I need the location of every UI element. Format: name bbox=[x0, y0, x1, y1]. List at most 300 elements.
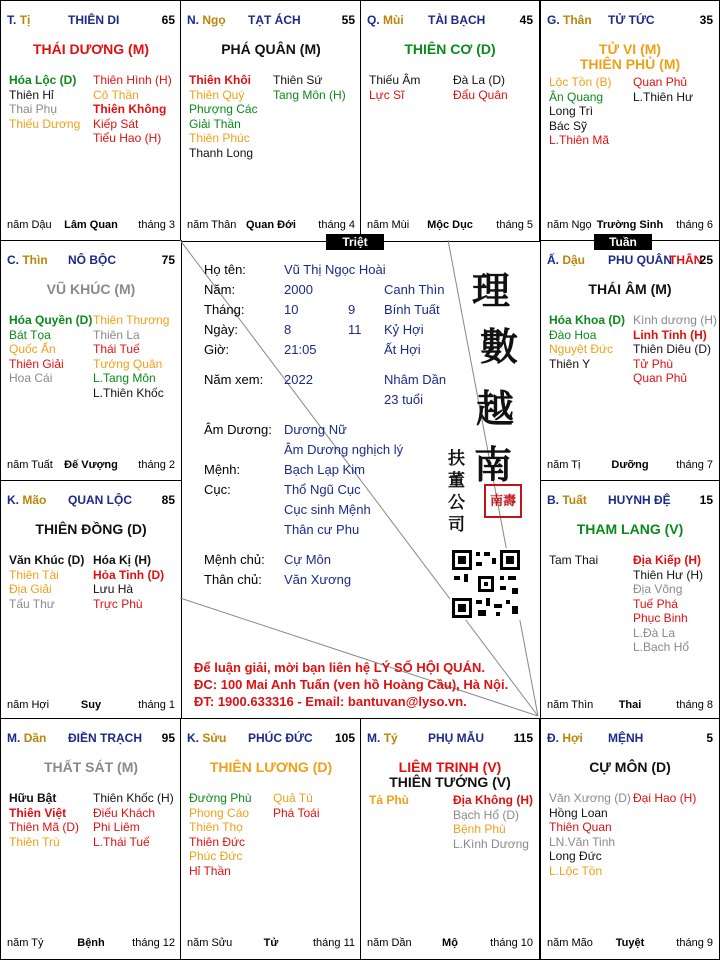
minor-star: Địa Kiếp (H) bbox=[633, 553, 702, 567]
minor-star: Thiên Giải bbox=[9, 356, 64, 371]
palace-branch: Dần bbox=[23, 731, 47, 745]
palace-year: năm Dậu bbox=[7, 219, 52, 231]
minor-star: Thai Phụ bbox=[9, 102, 58, 116]
palace-can-branch bbox=[187, 731, 226, 745]
palace-age-number: 15 bbox=[699, 493, 713, 507]
minor-stars-column bbox=[9, 791, 79, 849]
palace-can: G. bbox=[547, 13, 560, 27]
palace-footer bbox=[7, 459, 175, 473]
palace-ngo[interactable] bbox=[180, 0, 362, 242]
minor-star: L.Kình Dương bbox=[453, 836, 529, 851]
minor-star: L.Lộc Tồn bbox=[549, 863, 603, 878]
value-hour: 21:05 bbox=[284, 342, 317, 357]
label-menh-chu: Mệnh chủ: bbox=[204, 552, 265, 567]
palace-can-branch bbox=[547, 253, 585, 267]
label-year: Năm: bbox=[204, 282, 236, 297]
minor-stars-column bbox=[93, 73, 172, 146]
minor-star: Bệnh Phù bbox=[453, 822, 506, 836]
palace-can: K. bbox=[187, 731, 199, 745]
palace-name: PHÚC ĐỨC bbox=[248, 731, 313, 745]
minor-star: Phúc Đức bbox=[189, 849, 243, 863]
palace-year: năm Hợi bbox=[7, 699, 50, 711]
palace-age-number: 75 bbox=[161, 253, 175, 267]
palace-branch: Tuất bbox=[562, 493, 587, 507]
tuan-tag: Tuần bbox=[594, 234, 652, 250]
contact-line-1: Để luận giải, mời bạn liên hệ LÝ SỐ HỘI QUÁN. bbox=[194, 660, 485, 675]
palace-name: TẠT ÁCH bbox=[248, 13, 301, 27]
minor-star: Đà La (D) bbox=[453, 73, 506, 87]
side-char-2: 董 bbox=[448, 471, 465, 491]
palace-can-branch bbox=[367, 731, 398, 745]
main-star: PHÁ QUÂN (M) bbox=[221, 41, 321, 57]
palace-branch: Mùi bbox=[383, 13, 404, 27]
palace-year: năm Ngọ bbox=[547, 219, 592, 231]
palace-footer bbox=[7, 937, 175, 951]
palace-life-cycle: Trường Sinh bbox=[596, 219, 664, 231]
side-char-4: 司 bbox=[448, 515, 465, 535]
palace-suu[interactable] bbox=[180, 718, 362, 960]
palace-age-number: 25 bbox=[699, 253, 713, 267]
minor-star: Địa Giải bbox=[9, 582, 52, 596]
minor-star: Hóa Lộc (D) bbox=[9, 73, 77, 87]
palace-branch: Hợi bbox=[562, 731, 583, 745]
value-day-lunar: 11 bbox=[348, 322, 362, 337]
palace-name: QUAN LỘC bbox=[68, 493, 132, 507]
value-month-canchi: Bính Tuất bbox=[384, 302, 440, 317]
palace-name: PHU QUÂN bbox=[608, 253, 673, 267]
value-name: Vũ Thị Ngọc Hoài bbox=[284, 262, 386, 277]
palace-month: tháng 12 bbox=[132, 937, 175, 949]
palace-age-number: 95 bbox=[161, 731, 175, 745]
palace-name: THIÊN DI bbox=[68, 13, 120, 27]
palace-footer bbox=[547, 699, 713, 713]
palace-tuat[interactable] bbox=[540, 480, 720, 720]
palace-name: TÀI BẠCH bbox=[428, 13, 486, 27]
palace-year: năm Tuất bbox=[7, 459, 53, 471]
palace-footer bbox=[367, 937, 533, 951]
minor-stars-column bbox=[633, 313, 717, 386]
palace-age-number: 65 bbox=[161, 13, 175, 27]
palace-life-cycle: Bệnh bbox=[77, 937, 105, 949]
minor-star: Tướng Quân bbox=[93, 356, 163, 371]
minor-star: Lộc Tồn (B) bbox=[549, 75, 612, 89]
minor-stars-column bbox=[189, 73, 258, 160]
palace-life-cycle: Quan Đới bbox=[246, 219, 296, 231]
minor-stars-column bbox=[549, 553, 598, 568]
palace-life-cycle: Mộ bbox=[442, 937, 458, 949]
palace-age-number: 45 bbox=[519, 13, 533, 27]
palace-branch: Dậu bbox=[562, 253, 586, 267]
minor-star: Tả Phù bbox=[369, 793, 410, 807]
palace-mao[interactable] bbox=[0, 480, 182, 720]
minor-star: Thiên Quý bbox=[189, 87, 245, 102]
value-menh-chu: Cự Môn bbox=[284, 552, 331, 567]
minor-star: Thiên Mã (D) bbox=[9, 820, 80, 834]
minor-star: Tấu Thư bbox=[9, 596, 55, 611]
minor-stars-column bbox=[189, 791, 252, 878]
minor-star: Hoa Cái bbox=[9, 371, 53, 385]
palace-header bbox=[187, 731, 355, 747]
triet-tag: Triệt bbox=[326, 234, 384, 250]
minor-star: Thiên Khôi bbox=[189, 73, 251, 87]
palace-branch: Tị bbox=[19, 13, 31, 27]
palace-header bbox=[7, 731, 175, 747]
minor-star: Đại Hao (H) bbox=[633, 791, 697, 805]
palace-name: ĐIỀN TRẠCH bbox=[68, 731, 142, 745]
palace-can-branch bbox=[7, 493, 46, 507]
main-star: THAM LANG (V) bbox=[576, 521, 684, 537]
palace-header bbox=[547, 731, 713, 747]
value-amduong-1: Dương Nữ bbox=[284, 422, 347, 437]
minor-star: Hóa Quyền (D) bbox=[9, 313, 93, 327]
palace-than-marker: THÂN bbox=[669, 253, 703, 267]
label-day: Ngày: bbox=[204, 322, 238, 337]
minor-star: Đẩu Quân bbox=[453, 87, 508, 102]
minor-star: Tam Thai bbox=[549, 553, 599, 567]
palace-month: tháng 11 bbox=[312, 937, 355, 949]
minor-stars-column bbox=[9, 313, 92, 386]
side-chars-column bbox=[448, 448, 465, 536]
palace-age-number: 5 bbox=[706, 731, 713, 745]
calligraphy-char-1: 理 bbox=[472, 268, 511, 313]
main-star: THIÊN PHỦ (M) bbox=[579, 56, 681, 72]
palace-month: tháng 5 bbox=[496, 219, 533, 231]
palace-can-branch bbox=[7, 13, 30, 27]
main-star: THIÊN ĐỒNG (D) bbox=[35, 521, 147, 537]
palace-month: tháng 1 bbox=[138, 699, 175, 711]
minor-star: Văn Xương (D) bbox=[549, 791, 631, 805]
main-star: CỰ MÔN (D) bbox=[589, 759, 671, 775]
minor-stars-column bbox=[273, 73, 346, 102]
palace-life-cycle: Suy bbox=[80, 699, 102, 711]
palace-year: năm Thìn bbox=[547, 699, 594, 711]
palace-can-branch bbox=[547, 731, 583, 745]
palace-footer bbox=[547, 219, 713, 233]
palace-life-cycle: Thai bbox=[618, 699, 642, 711]
minor-star: L.Đà La bbox=[633, 625, 676, 640]
palace-name: HUYNH ĐỆ bbox=[608, 493, 671, 507]
palace-dau[interactable] bbox=[540, 240, 720, 482]
palace-can: M. bbox=[7, 731, 21, 745]
palace-mui[interactable] bbox=[360, 0, 540, 242]
palace-age-number: 105 bbox=[334, 731, 355, 745]
palace-life-cycle: Đế Vượng bbox=[64, 459, 118, 471]
label-month: Tháng: bbox=[204, 302, 245, 317]
minor-stars-column bbox=[633, 553, 703, 655]
palace-name: NÔ BỘC bbox=[68, 253, 116, 267]
minor-stars-column bbox=[273, 791, 319, 820]
minor-star: Phục Binh bbox=[633, 611, 688, 625]
label-menh: Mệnh: bbox=[204, 462, 241, 477]
qr-code-icon[interactable] bbox=[450, 548, 522, 620]
minor-star: Văn Khúc (D) bbox=[9, 553, 85, 567]
main-star: THIÊN CƠ (D) bbox=[404, 41, 496, 57]
palace-footer bbox=[187, 219, 355, 233]
minor-star: Ân Quang bbox=[549, 89, 604, 104]
palace-month: tháng 3 bbox=[138, 219, 175, 231]
minor-star: L.Bạch Hổ bbox=[633, 640, 690, 654]
value-cuc-3: Thân cư Phu bbox=[284, 522, 360, 537]
label-name: Họ tên: bbox=[204, 262, 246, 277]
minor-star: Tử Phù bbox=[633, 356, 674, 371]
palace-name: PHỤ MẪU bbox=[428, 731, 484, 745]
minor-star: Thiên Thọ bbox=[189, 820, 243, 834]
minor-stars-column bbox=[453, 73, 508, 102]
minor-star: Thiên Tài bbox=[9, 567, 59, 582]
contact-phone-email[interactable]: ĐT: 1900.633316 - Email: bantuvan@lyso.vn. bbox=[194, 694, 467, 709]
red-seal-stamp: 南壽 bbox=[484, 484, 522, 518]
minor-star: Kiếp Sát bbox=[93, 116, 139, 131]
minor-star: L.Thái Tuế bbox=[93, 834, 150, 849]
minor-star: L.Thiên Hư bbox=[633, 89, 694, 104]
value-amduong-2: Âm Dương nghịch lý bbox=[284, 442, 404, 457]
value-than-chu: Văn Xương bbox=[284, 572, 352, 587]
minor-star: Thiếu Âm bbox=[369, 73, 421, 87]
main-star: VŨ KHÚC (M) bbox=[46, 281, 136, 297]
palace-life-cycle: Tử bbox=[263, 937, 279, 949]
minor-star: Hóa Khoa (D) bbox=[549, 313, 625, 327]
value-cuc-2: Cục sinh Mệnh bbox=[284, 502, 371, 517]
minor-star: Thiên Diêu (D) bbox=[633, 342, 712, 356]
minor-star: Thái Tuế bbox=[93, 342, 140, 356]
minor-star: Thanh Long bbox=[189, 145, 254, 160]
minor-star: Tang Môn (H) bbox=[273, 87, 346, 102]
minor-stars-column bbox=[369, 73, 420, 102]
palace-year: năm Sửu bbox=[187, 937, 233, 949]
main-star: THIÊN TƯỚNG (V) bbox=[389, 774, 511, 790]
main-star: THIÊN LƯƠNG (D) bbox=[209, 759, 333, 775]
main-star: LIÊM TRINH (V) bbox=[398, 759, 502, 775]
label-amduong: Âm Dương: bbox=[204, 422, 272, 437]
minor-star: Thiên Sứ bbox=[273, 73, 323, 87]
palace-year: năm Tý bbox=[7, 937, 44, 949]
palace-can-branch bbox=[547, 493, 587, 507]
palace-header bbox=[7, 493, 175, 509]
palace-month: tháng 2 bbox=[138, 459, 175, 471]
minor-star: Địa Võng bbox=[633, 582, 683, 596]
label-hour: Giờ: bbox=[204, 342, 230, 357]
minor-stars-column bbox=[9, 73, 80, 131]
palace-name: MỆNH bbox=[608, 731, 644, 745]
palace-footer bbox=[547, 459, 713, 473]
minor-stars-column bbox=[453, 793, 533, 851]
palace-age-number: 55 bbox=[341, 13, 355, 27]
minor-star: Đào Hoa bbox=[549, 327, 597, 342]
palace-can: M. bbox=[367, 731, 381, 745]
palace-can: B. bbox=[547, 493, 559, 507]
minor-stars-column bbox=[9, 553, 84, 611]
palace-month: tháng 6 bbox=[676, 219, 713, 231]
minor-star: Cô Thần bbox=[93, 87, 139, 102]
minor-star: Quả Tú bbox=[273, 791, 313, 805]
palace-branch: Sửu bbox=[202, 731, 227, 745]
minor-star: Hữu Bật bbox=[9, 791, 57, 805]
minor-star: L.Thiên Khốc bbox=[93, 385, 164, 400]
minor-star: Quốc Ấn bbox=[9, 342, 56, 356]
value-month-lunar: 9 bbox=[348, 302, 356, 317]
minor-star: Bạch Hổ (D) bbox=[453, 807, 520, 822]
minor-star: Bác Sỹ bbox=[549, 118, 588, 133]
palace-year: năm Mùi bbox=[367, 219, 410, 231]
value-day-canchi: Kỷ Hợi bbox=[384, 322, 424, 337]
calligraphy-char-4: 南 bbox=[474, 442, 513, 487]
palace-can-branch bbox=[7, 253, 48, 267]
minor-star: LN.Văn Tinh bbox=[549, 834, 616, 849]
value-year-lunar: Canh Thìn bbox=[384, 282, 445, 297]
minor-stars-column bbox=[549, 313, 625, 371]
palace-can: Đ. bbox=[547, 731, 559, 745]
palace-can-branch bbox=[187, 13, 226, 27]
palace-branch: Ngọ bbox=[202, 13, 226, 27]
label-than-chu: Thân chủ: bbox=[204, 572, 262, 587]
minor-star: Thiên Quan bbox=[549, 820, 612, 834]
palace-age-number: 35 bbox=[699, 13, 713, 27]
palace-branch: Tý bbox=[383, 731, 398, 745]
minor-star: Trực Phù bbox=[93, 596, 143, 611]
minor-star: Hóa Kị (H) bbox=[93, 553, 151, 567]
minor-star: Long Trì bbox=[549, 104, 594, 118]
palace-month: tháng 4 bbox=[318, 219, 355, 231]
minor-star: Thiên Việt bbox=[9, 805, 67, 820]
value-view-canchi: Nhâm Dần bbox=[384, 372, 447, 387]
minor-star: Hồng Loan bbox=[549, 805, 608, 820]
minor-star: Giải Thần bbox=[189, 116, 241, 131]
minor-stars-column bbox=[633, 791, 696, 806]
minor-star: Nguyệt Đức bbox=[549, 342, 614, 356]
calligraphy-char-2: 數 bbox=[480, 324, 519, 369]
side-char-1: 扶 bbox=[448, 449, 465, 469]
main-star: TỬ VI (M) bbox=[598, 41, 662, 57]
minor-stars-column bbox=[93, 313, 169, 400]
value-view-year: 2022 bbox=[284, 372, 313, 387]
minor-star: Tiểu Hao (H) bbox=[93, 131, 162, 145]
minor-star: Thiên Y bbox=[549, 356, 591, 371]
palace-footer bbox=[7, 699, 175, 713]
palace-life-cycle: Tuyệt bbox=[615, 937, 645, 949]
palace-header bbox=[187, 13, 355, 29]
minor-star: Tuế Phá bbox=[633, 596, 678, 611]
minor-star: Kình dương (H) bbox=[633, 313, 717, 327]
value-month-solar: 10 bbox=[284, 302, 299, 317]
palace-branch: Mão bbox=[22, 493, 47, 507]
palace-dan[interactable] bbox=[0, 718, 182, 960]
value-hour-canchi: Ất Hợi bbox=[384, 342, 421, 357]
minor-stars-column bbox=[633, 75, 693, 104]
side-char-3: 公 bbox=[448, 493, 465, 513]
minor-star: Bát Tọa bbox=[9, 327, 51, 342]
minor-stars-column bbox=[93, 791, 174, 849]
palace-year: năm Dần bbox=[367, 937, 412, 949]
minor-star: Thiên Trù bbox=[9, 834, 60, 849]
minor-star: Phá Toái bbox=[273, 805, 320, 820]
minor-star: Thiên Hư (H) bbox=[633, 567, 704, 582]
palace-hoi[interactable] bbox=[540, 718, 720, 960]
palace-can: Ấ. bbox=[547, 253, 559, 267]
palace-header bbox=[547, 493, 713, 509]
palace-age-number: 85 bbox=[161, 493, 175, 507]
palace-year: năm Tị bbox=[547, 459, 581, 471]
minor-star: Thiên Hình (H) bbox=[93, 73, 172, 87]
palace-name: TỬ TỨC bbox=[608, 13, 655, 27]
minor-star: Linh Tinh (H) bbox=[633, 327, 707, 342]
palace-branch: Thìn bbox=[22, 253, 48, 267]
palace-can: K. bbox=[7, 493, 19, 507]
label-view-year: Năm xem: bbox=[204, 372, 264, 387]
palace-can-branch bbox=[367, 13, 404, 27]
palace-can: T. bbox=[7, 13, 17, 27]
palace-ty[interactable] bbox=[360, 718, 540, 960]
palace-year: năm Thân bbox=[187, 219, 237, 231]
calligraphy-char-3: 越 bbox=[476, 386, 515, 431]
center-info-panel bbox=[180, 240, 540, 718]
minor-star: L.Tang Môn bbox=[93, 371, 156, 385]
main-star: THẤT SÁT (M) bbox=[43, 759, 139, 775]
minor-star: Phong Cáo bbox=[189, 805, 250, 820]
minor-stars-column bbox=[93, 553, 164, 611]
palace-month: tháng 9 bbox=[676, 937, 713, 949]
minor-star: Phượng Các bbox=[189, 102, 258, 116]
main-star: THÁI ÂM (M) bbox=[588, 281, 672, 297]
minor-star: Lưu Hà bbox=[93, 582, 134, 596]
palace-age-number: 115 bbox=[513, 731, 533, 745]
minor-star: L.Thiên Mã bbox=[549, 133, 610, 147]
palace-can-branch bbox=[547, 13, 592, 27]
palace-header bbox=[367, 731, 533, 747]
minor-star: Phi Liêm bbox=[93, 820, 140, 834]
palace-header bbox=[547, 253, 713, 269]
minor-star: Thiên La bbox=[93, 327, 140, 342]
minor-star: Điếu Khách bbox=[93, 805, 156, 820]
label-cuc: Cục: bbox=[204, 482, 231, 497]
minor-star: Quan Phủ bbox=[633, 75, 688, 89]
palace-footer bbox=[367, 219, 533, 233]
palace-month: tháng 8 bbox=[676, 699, 713, 711]
palace-than[interactable] bbox=[540, 0, 720, 242]
palace-life-cycle: Lâm Quan bbox=[64, 219, 118, 231]
minor-stars-column bbox=[549, 75, 611, 148]
palace-year: năm Mão bbox=[547, 937, 593, 949]
palace-ti[interactable] bbox=[0, 0, 182, 242]
palace-header bbox=[7, 13, 175, 29]
palace-header bbox=[7, 253, 175, 269]
palace-life-cycle: Dưỡng bbox=[611, 459, 649, 471]
minor-stars-column bbox=[369, 793, 409, 808]
minor-star: Hỉ Thần bbox=[189, 863, 231, 878]
palace-can: C. bbox=[7, 253, 19, 267]
minor-star: Long Đức bbox=[549, 849, 602, 863]
palace-header bbox=[547, 13, 713, 29]
value-menh: Bạch Lạp Kim bbox=[284, 462, 365, 477]
minor-star: Địa Không (H) bbox=[453, 793, 533, 807]
value-cuc-1: Thổ Ngũ Cục bbox=[284, 482, 361, 497]
minor-star: Thiên Hỉ bbox=[9, 87, 54, 102]
contact-address: ĐC: 100 Mai Anh Tuấn (ven hồ Hoàng Cầu), Hà Nội. bbox=[194, 677, 509, 692]
palace-branch: Thân bbox=[563, 13, 592, 27]
minor-star: Thiên Phúc bbox=[189, 131, 250, 145]
minor-star: Thiếu Dương bbox=[9, 116, 81, 131]
palace-thin[interactable] bbox=[0, 240, 182, 482]
minor-stars-column bbox=[549, 791, 631, 878]
minor-star: Lực Sĩ bbox=[369, 87, 405, 102]
palace-can: Q. bbox=[367, 13, 380, 27]
palace-month: tháng 7 bbox=[676, 459, 713, 471]
minor-star: Đường Phù bbox=[189, 791, 252, 805]
palace-header bbox=[367, 13, 533, 29]
palace-footer bbox=[7, 219, 175, 233]
minor-star: Hỏa Tinh (D) bbox=[93, 567, 165, 582]
minor-star: Thiên Không bbox=[93, 102, 167, 116]
value-year-solar: 2000 bbox=[284, 282, 313, 297]
